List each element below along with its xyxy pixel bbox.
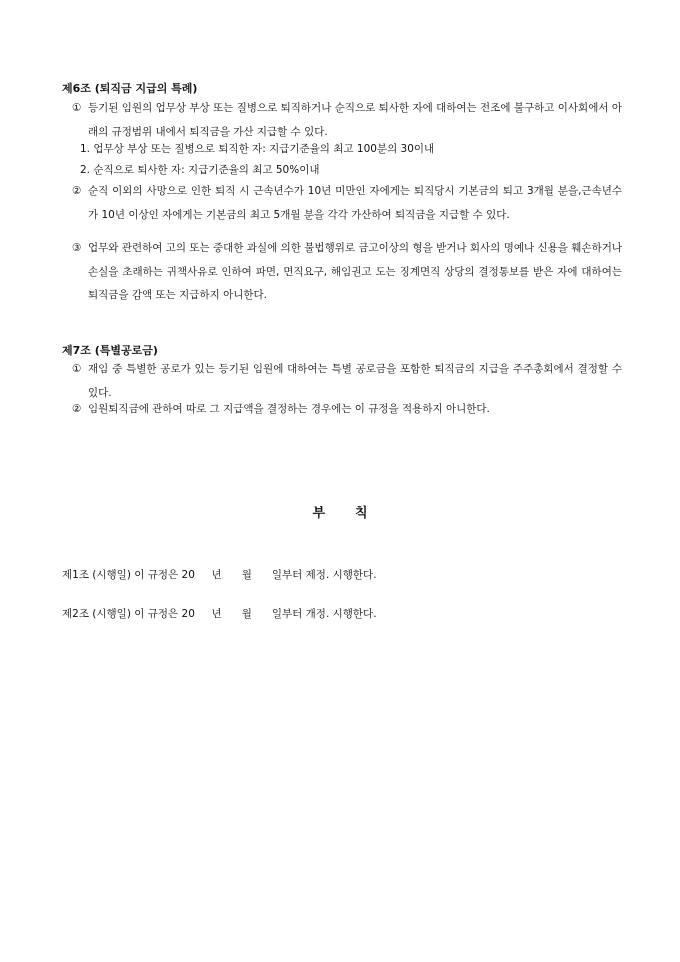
article-6-paragraph-2 xyxy=(72,180,622,227)
paragraph-number: ③ xyxy=(72,242,82,254)
paragraph-number: ② xyxy=(72,403,82,415)
paragraph-text: 순직 이외의 사망으로 인한 퇴직 시 근속년수가 10년 미만인 자에게는 퇴직당시 기본금의 퇴고 3개월 분을,근속년수가 10년 이상인 자에게는 기본금의 최고 5개월 분을 각각 가산하여 퇴직금을 지급할 수 있다. xyxy=(88,185,622,221)
article-6-item-1: 1. 업무상 부상 또는 질병으로 퇴직한 자: 지급기준율의 최고 100분의 30이내 xyxy=(80,143,435,155)
paragraph-number: ① xyxy=(72,363,82,375)
addendum-line-1: 제1조 (시행일) 이 규정은 20 년 월 일부터 제정. 시행한다. xyxy=(62,569,377,581)
addendum-title: 부칙 xyxy=(312,506,398,521)
paragraph-number: ② xyxy=(72,185,82,197)
paragraph-text: 임원퇴직금에 관하여 따로 그 지급액을 결정하는 경우에는 이 규정을 적용하지 아니한다. xyxy=(88,403,490,415)
paragraph-number: ① xyxy=(72,102,82,114)
article-6-item-2: 2. 순직으로 퇴사한 자: 지급기준율의 최고 50%이내 xyxy=(80,164,320,176)
article-7-paragraph-2 xyxy=(72,398,622,422)
article-7-heading: 제7조 (특별공로금) xyxy=(62,344,158,357)
article-6-paragraph-3 xyxy=(72,237,622,308)
article-6-heading: 제6조 (퇴직금 지급의 특례) xyxy=(62,82,198,95)
article-6-paragraph-1 xyxy=(72,97,622,144)
paragraph-text: 업무와 관련하여 고의 또는 중대한 과실에 의한 불법행위로 금고이상의 형을 받거나 회사의 명예나 신용을 훼손하거나 손실을 초래하는 귀책사유로 인하여 파면, 면직요구, 해임권고 도는 징계면직 상당의 결정통보를 받은 자에 대하여는 퇴직금을 감액 또는 지급하지 아니한다. xyxy=(88,242,622,301)
paragraph-text: 등기된 임원의 업무상 부상 또는 질병으로 퇴직하거나 순직으로 퇴사한 자에 대하여는 전조에 불구하고 이사회에서 아래의 규정범위 내에서 퇴직금을 가산 지급할 수 있다. xyxy=(88,102,622,138)
paragraph-text: 재임 중 특별한 공로가 있는 등기된 임원에 대하여는 특별 공로금을 포함한 퇴직금의 지급을 주주총회에서 결정할 수 있다. xyxy=(88,363,622,399)
addendum-line-2: 제2조 (시행일) 이 규정은 20 년 월 일부터 개정. 시행한다. xyxy=(62,608,377,620)
